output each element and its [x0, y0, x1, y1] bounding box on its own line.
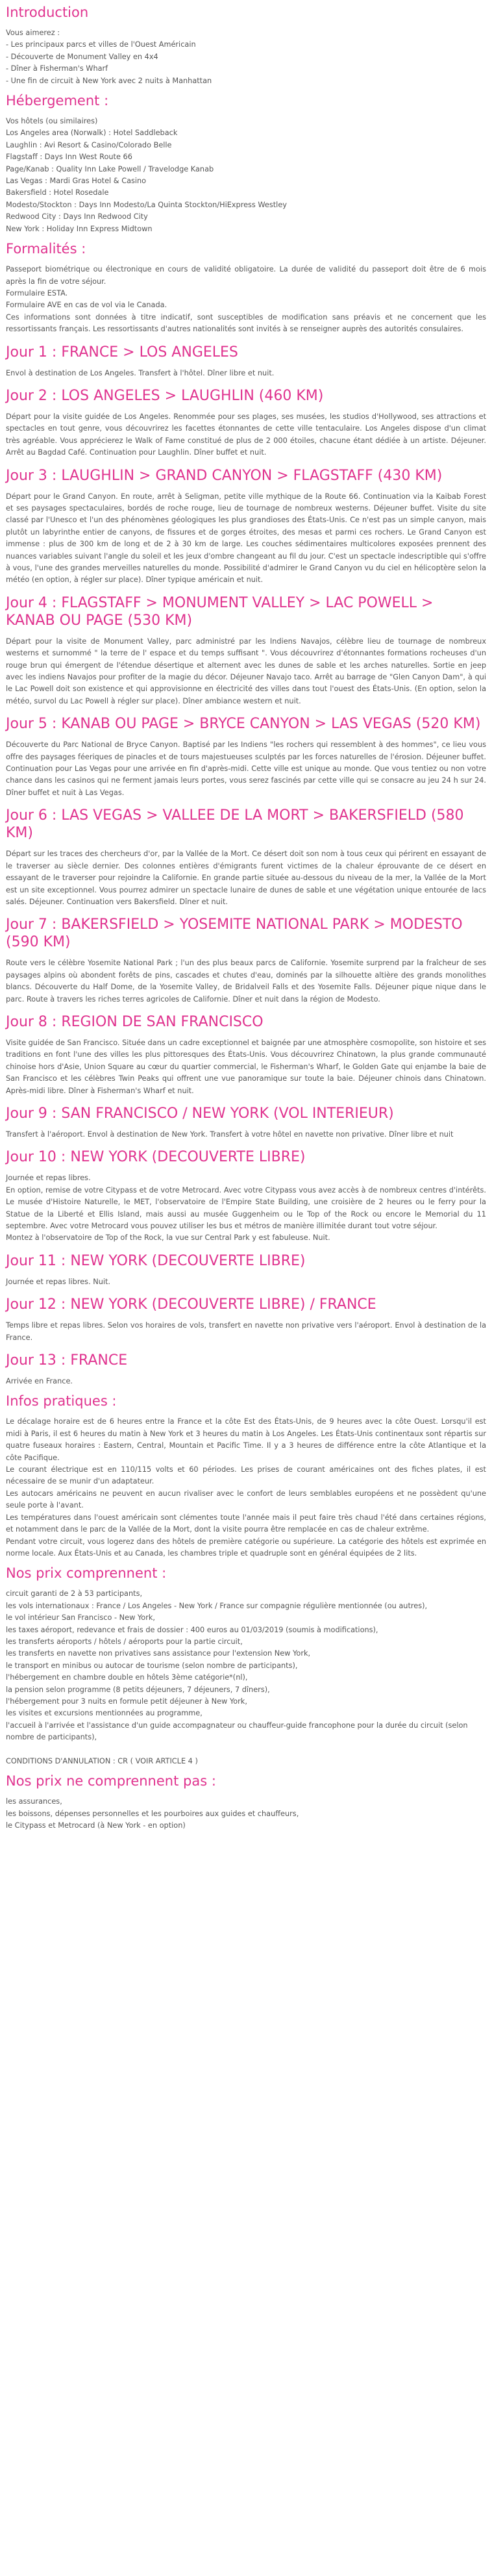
section-9	[6, 916, 486, 1005]
section-body: Départ pour la visite de Monument Valley, parc administré par les Indiens Navajos, célèbre lieu de tournage de nombreux westerns et surnommé " la terre de l' espace et du temps suffisant ". Vous découvrirez d'étonnantes formations rocheuses d'un rouge brun qui émergent de l'étendue désertique et alternent avec les dunes de sable et les arches naturelles. Sortie en jeep avec les indiens Navajos pour profiter de la magie du décor. Déjeuner Navajo taco. Arrêt au barrage de "Glen Canyon Dam", à qui le Lac Powell doit son existence et qui approvisionne en électricité des villes dans tout l'ouest des États-Unis. (En option, selon la météo, survol du Lac Powell à régler sur place). Dîner ambiance western et nuit.	[6, 637, 486, 705]
section-0	[6, 4, 486, 87]
list-item: l'hébergement pour 3 nuits en formule petit déjeuner à New York,	[6, 1697, 247, 1706]
section-16	[6, 1393, 486, 1559]
section-body: Passeport biométrique ou électronique en cours de validité obligatoire. La durée de validité du passeport doit être de 6 mois après la fin de votre séjour. Formulaire ESTA. Formulaire AVE en cas de vol via le Canada. Ces informations sont données à titre indicatif, sont susceptibles de modification sans préavis et ne concernent que les ressortissants français. Les ressortissants d'autres nationalités sont invités à se renseigner auprès des autorités consulaires.	[6, 265, 486, 334]
list-item: Laughlin : Avi Resort & Casino/Colorado Belle	[6, 140, 172, 149]
list-item: les transferts en navette non privatives sans assistance pour l'extension New York,	[6, 1649, 311, 1658]
section-body: Départ sur les traces des chercheurs d'or, par la Vallée de la Mort. Ce désert doit son nom à tous ceux qui périrent en essayant de le traverser au siècle dernier. Des colonnes entières d'émigrants furent victimes de la chaleur éprouvante de ce désert en essayant de le traverser pour rejoindre la Californie. En grande partie située au-dessous du niveau de la mer, la Vallée de la Mort est un site exceptionnel. Vous pourrez admirer un spectacle lunaire de dunes de sable et une végétation unique entourée de lacs salés. Déjeuner. Continuation vers Bakersfield. Dîner et nuit.	[6, 850, 486, 906]
section-title: Jour 6 : LAS VEGAS > VALLEE DE LA MORT > BAKERSFIELD (580 KM)	[6, 807, 464, 842]
list-item: Vous aimerez :	[6, 29, 60, 37]
section-3	[6, 344, 486, 379]
section-lines	[6, 27, 486, 87]
section-7	[6, 715, 486, 799]
list-item: les transferts aéroports / hôtels / aéroports pour la partie circuit,	[6, 1637, 243, 1646]
section-17	[6, 1565, 486, 1767]
list-item: New York : Holiday Inn Express Midtown	[6, 224, 153, 233]
section-body: Le décalage horaire est de 6 heures entre la France et la côte Est des États-Unis, de 9 heures avec la côte Ouest. Lorsqu'il est midi à Paris, il est 6 heures du matin à New York et 3 heures du matin à Los Angeles. Les États-Unis continentaux sont répartis sur quatre fuseaux horaires : Eastern, Central, Mountain et Pacific Time. Il y a 3 heures de différence entre la côte Atlantique et la côte Pacifique. Le courant électrique est en 110/115 volts et 60 périodes. Les prises de courant américaines ont des fiches plates, il est nécessaire de se munir d'un adaptateur. Les autocars américains ne peuvent en aucun rivaliser avec le confort de leurs semblables européens et ne possèdent qu'une seule porte à l'avant. Les températures dans l'ouest américain sont clémentes toute l'année mais il peut faire très chaud l'été dans certaines régions, et notamment dans le parc de la Vallée de la Mort, dont la visite pourra être remplacée en cas de chaleur extrême. Pendant votre circuit, vous logerez dans des hôtels de première catégorie ou supérieure. La catégorie des hôtels est exprimée en norme locale. Aux États-Unis et au Canada, les chambres triple et quadruple sont en général équipées de 2 lits.	[6, 1417, 486, 1558]
list-item: Los Angeles area (Norwalk) : Hotel Saddleback	[6, 129, 178, 138]
section-title: Jour 8 : REGION DE SAN FRANCISCO	[6, 1013, 264, 1030]
list-item: Page/Kanab : Quality Inn Lake Powell / Travelodge Kanab	[6, 164, 214, 173]
list-item: circuit garanti de 2 à 53 participants,	[6, 1589, 143, 1598]
section-title: Jour 1 : FRANCE > LOS ANGELES	[6, 344, 238, 360]
itinerary-page	[0, 4, 492, 1832]
list-item: les boissons, dépenses personnelles et les pourboires aux guides et chauffeurs,	[6, 1809, 299, 1818]
section-body: Découverte du Parc National de Bryce Canyon. Baptisé par les Indiens "les rochers qui ressemblent à des hommes", ce lieu vous offre des paysages féeriques de pinacles et de tours majestueuses sculptés par les forces naturelles de l'érosion. Déjeuner buffet. Continuation pour Las Vegas pour une arrivée en fin d'après-midi. Cette ville est unique au monde. Que vous tentiez ou non votre chance dans les casinos qui ne ferment jamais leurs portes, vous serez fascinés par cette ville qui se consacre au jeu 24 h sur 24. Dîner buffet et nuit à Las Vegas.	[6, 740, 486, 797]
section-title: Jour 5 : KANAB OU PAGE > BRYCE CANYON > LAS VEGAS (520 KM)	[6, 716, 481, 733]
section-8	[6, 807, 486, 908]
section-title: Nos prix ne comprennent pas :	[6, 1773, 216, 1789]
section-title: Nos prix comprennent :	[6, 1565, 167, 1582]
list-item: les vols internationaux : France / Los Angeles - New York / France sur compagnie régulière mentionnée (ou autres),	[6, 1601, 428, 1610]
section-title: Jour 9 : SAN FRANCISCO / NEW YORK (VOL INTERIEUR)	[6, 1105, 394, 1122]
list-item: Redwood City : Days Inn Redwood City	[6, 212, 148, 221]
section-title: Jour 12 : NEW YORK (DECOUVERTE LIBRE) / FRANCE	[6, 1296, 376, 1313]
section-10	[6, 1013, 486, 1097]
section-2	[6, 240, 486, 335]
list-item: Las Vegas : Mardi Gras Hotel & Casino	[6, 177, 147, 186]
section-4	[6, 387, 486, 459]
section-title: Formalités :	[6, 241, 86, 257]
section-lines	[6, 1588, 486, 1767]
section-body: Route vers le célèbre Yosemite National Park ; l'un des plus beaux parcs de Californie. Yosemite surprend par la fraîcheur de ses paysages alpins où abondent forêts de pins, cascades et chutes d'eau, dominés par la silhouette altière des grands monolithes blancs. Découverte du Half Dome, de la Yosemite Valley, de Bridalveil Falls et des Yosemite Falls. Déjeuner pique nique dans le parc. Route à travers les riches terres agricoles de Californie. Dîner et nuit dans la région de Modesto.	[6, 959, 486, 1004]
section-title: Jour 2 : LOS ANGELES > LAUGHLIN (460 KM)	[6, 387, 324, 404]
section-title: Infos pratiques :	[6, 1393, 117, 1409]
list-item: - Une fin de circuit à New York avec 2 nuits à Manhattan	[6, 76, 212, 85]
section-title: Jour 13 : FRANCE	[6, 1352, 128, 1369]
section-15	[6, 1352, 486, 1387]
section-18	[6, 1773, 486, 1832]
section-body: Journée et repas libres. Nuit.	[6, 1277, 111, 1286]
list-item: Modesto/Stockton : Days Inn Modesto/La Quinta Stockton/HiExpress Westley	[6, 200, 287, 209]
section-title: Introduction	[6, 5, 89, 20]
section-title: Jour 3 : LAUGHLIN > GRAND CANYON > FLAGSTAFF (430 KM)	[6, 467, 443, 484]
list-item: l'accueil à l'arrivée et l'assistance d'un guide accompagnateur ou chauffeur-guide francophone pour la durée du circuit (selon nombre de participants),	[6, 1721, 468, 1742]
section-11	[6, 1105, 486, 1141]
list-item: Vos hôtels (ou similaires)	[6, 117, 98, 126]
section-body: Départ pour la visite guidée de Los Angeles. Renommée pour ses plages, ses musées, les studios d'Hollywood, ses attractions et spectacles en tout genre, vous découvrirez les facettes étonnantes de cette ville tentaculaire. Los Angeles dispose d'un climat très agréable. Vous apprécierez le Walk of Fame constitué de plus de 2 000 étoiles, chacune étant dédiée à un artiste. Déjeuner. Arrêt au Bagdad Café. Continuation pour Laughlin. Dîner buffet et nuit.	[6, 412, 486, 457]
section-title: Hébergement :	[6, 93, 109, 109]
section-body: Temps libre et repas libres. Selon vos horaires de vols, transfert en navette non privative vers l'aéroport. Envol à destination de la France.	[6, 1321, 486, 1342]
list-item: le Citypass et Metrocard (à New York - en option)	[6, 1821, 186, 1830]
list-item: les visites et excursions mentionnées au programme,	[6, 1709, 203, 1718]
list-item: les assurances,	[6, 1797, 62, 1806]
section-6	[6, 594, 486, 707]
section-5	[6, 467, 486, 587]
section-lines	[6, 1796, 486, 1832]
list-item: - Dîner à Fisherman's Wharf	[6, 64, 108, 73]
section-title: Jour 7 : BAKERSFIELD > YOSEMITE NATIONAL PARK > MODESTO (590 KM)	[6, 916, 463, 951]
section-title: Jour 11 : NEW YORK (DECOUVERTE LIBRE)	[6, 1252, 306, 1269]
list-item: Bakersfield : Hotel Rosedale	[6, 188, 109, 197]
section-title: Jour 4 : FLAGSTAFF > MONUMENT VALLEY > LAC POWELL > KANAB OU PAGE (530 KM)	[6, 594, 434, 629]
list-item: CONDITIONS D'ANNULATION : CR ( VOIR ARTICLE 4 )	[6, 1757, 198, 1765]
list-item: le transport en minibus ou autocar de tourisme (selon nombre de participants),	[6, 1661, 298, 1670]
list-item: la pension selon programme (8 petits déjeuners, 7 déjeuners, 7 dîners),	[6, 1685, 270, 1694]
list-item: - Découverte de Monument Valley en 4x4	[6, 52, 158, 61]
list-item: les taxes aéroport, redevance et frais de dossier : 400 euros au 01/03/2019 (soumis à modifications),	[6, 1625, 378, 1634]
section-lines	[6, 116, 486, 235]
section-12	[6, 1148, 486, 1244]
section-body: Journée et repas libres. En option, remise de votre Citypass et de votre Metrocard. Avec votre Citypass vous avez accès à de nombreux centres d'intérêts. Le musée d'Histoire Naturelle, le MET, l'observatoire de l'Empire State Building, une croisière de 2 heures ou le ferry pour la Statue de la Liberté et Ellis Island, mais aussi au musée Guggenheim ou le Top of the Rock ou encore le Memorial du 11 septembre. Avec votre Metrocard vous pouvez utiliser les bus et métros de manière illimitée durant tout votre séjour. Montez à l'observatoire de Top of the Rock, la vue sur Central Park y est fabuleuse. Nuit.	[6, 1174, 486, 1243]
section-title: Jour 10 : NEW YORK (DECOUVERTE LIBRE)	[6, 1149, 306, 1166]
section-1	[6, 92, 486, 235]
list-item	[6, 1744, 486, 1756]
section-body: Arrivée en France.	[6, 1377, 73, 1386]
list-item: le vol intérieur San Francisco - New York,	[6, 1613, 155, 1623]
list-item: Flagstaff : Days Inn West Route 66	[6, 153, 132, 162]
section-body: Départ pour le Grand Canyon. En route, arrêt à Seligman, petite ville mythique de la Route 66. Continuation via la Kaibab Forest et ses paysages spectaculaires, bordés de roche rouge, lieu de tournage de nombreux westerns. Déjeuner buffet. Visite du site classé par l'Unesco et l'un des phénomènes géologiques les plus grandioses des États-Unis. Ce n'est pas un simple canyon, mais plutôt un labyrinthe entier de canyons, de fissures et de gorges étroites, des mesas et parmi ces rochers. Le Grand Canyon est immense : plus de 300 km de long et de 2 à 30 km de large. Les couches sédimentaires multicolores exposées prennent des nuances variables suivant l'angle du soleil et les jeux d'ombre changeant au fil du jour. C'est un spectacle indescriptible qui s'offre à vous, l'une des grandes merveilles naturelles du monde. Possibilité d'admirer le Grand Canyon vu du ciel en hélicoptère selon la météo (en option, à régler sur place). Dîner typique américain et nuit.	[6, 492, 486, 585]
list-item: - Les principaux parcs et villes de l'Ouest Américain	[6, 40, 196, 49]
section-14	[6, 1296, 486, 1344]
section-13	[6, 1252, 486, 1288]
section-body: Envol à destination de Los Angeles. Transfert à l'hôtel. Dîner libre et nuit.	[6, 368, 275, 377]
list-item: l'hébergement en chambre double en hôtels 3ème catégorie*(nl),	[6, 1673, 248, 1682]
section-body: Transfert à l'aéroport. Envol à destination de New York. Transfert à votre hôtel en navette non privative. Dîner libre et nuit	[6, 1130, 454, 1139]
section-body: Visite guidée de San Francisco. Située dans un cadre exceptionnel et baignée par une atmosphère cosmopolite, son histoire et ses traditions en font l'une des villes les plus pittoresques des États-Unis. Vous découvrirez Chinatown, la plus grande communauté chinoise hors d'Asie, Union Square au cœur du quartier commercial, le Fisherman's Wharf, le Golden Gate qui enjambe la baie de San Francisco et les célèbres Twin Peaks qui offrent une vue panoramique sur toute la baie. Déjeuner chinois dans Chinatown. Après-midi libre. Dîner à Fisherman's Wharf et nuit.	[6, 1038, 486, 1095]
